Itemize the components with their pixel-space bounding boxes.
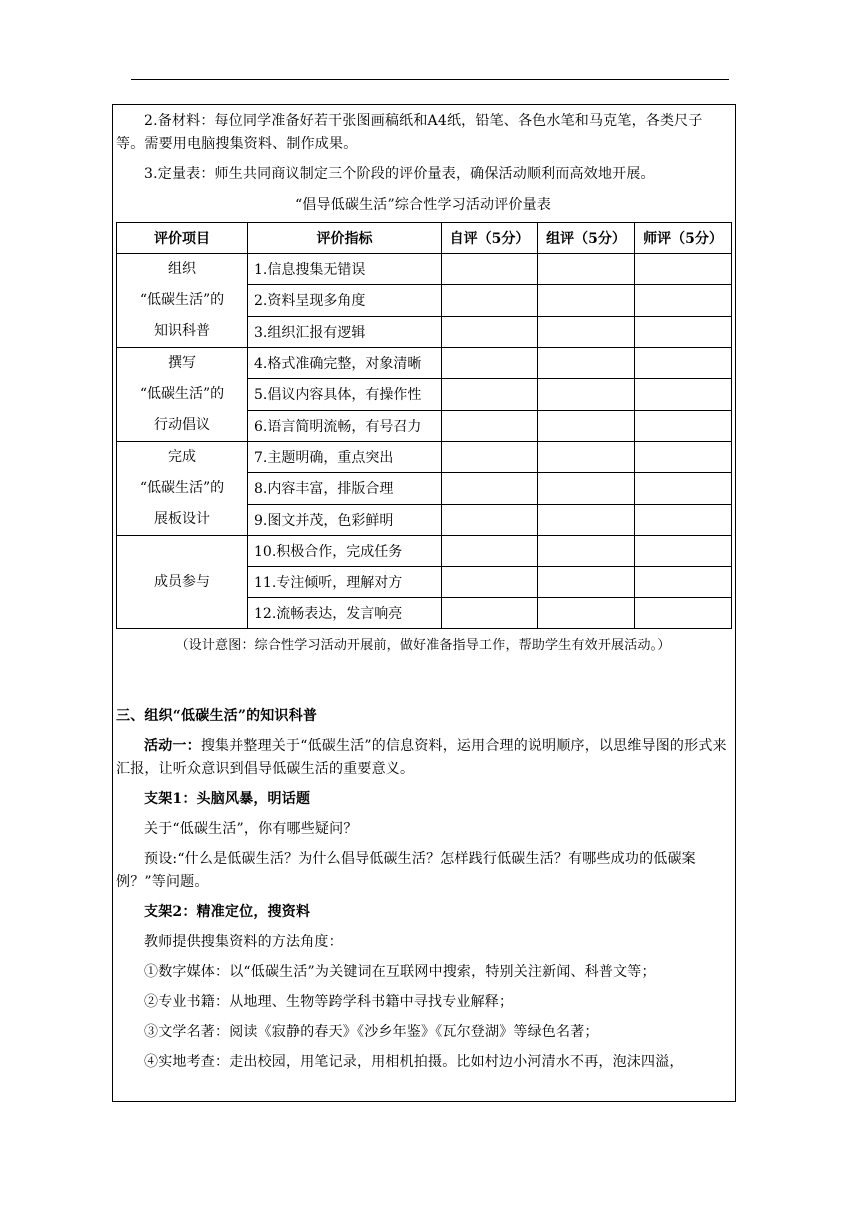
- group-label: 完成 “低碳生活”的 展板设计: [117, 442, 248, 536]
- indicator-cell: 1.信息搜集无错误: [248, 254, 442, 285]
- activity-paragraph: [116, 735, 730, 781]
- table-row: [117, 348, 732, 379]
- group-score-cell[interactable]: [538, 254, 635, 285]
- indicator-cell: 2.资料呈现多角度: [248, 285, 442, 316]
- teacher-score-cell[interactable]: [635, 379, 732, 410]
- teacher-score-cell[interactable]: [635, 567, 732, 598]
- header-self: 自评（5分）: [442, 223, 538, 254]
- document-body: [116, 104, 730, 1074]
- design-intent-note: （设计意图：综合性学习活动开展前，做好准备指导工作，帮助学生有效开展活动。）: [175, 638, 671, 653]
- preset-paragraph: 预设:“什么是低碳生活？为什么倡导低碳生活？怎样践行低碳生活？有哪些成功的低碳案例？”等问题。: [116, 851, 696, 890]
- group-score-cell[interactable]: [538, 379, 635, 410]
- group-score-cell[interactable]: [538, 536, 635, 567]
- table-row: [117, 442, 732, 473]
- teacher-score-cell[interactable]: [635, 536, 732, 567]
- self-score-cell[interactable]: [442, 348, 538, 379]
- indicator-cell: 6.语言简明流畅，有号召力: [248, 410, 442, 441]
- scaffold-1-title: 支架1：头脑风暴，明话题: [144, 791, 311, 807]
- scale-paragraph: 3.定量表：师生共同商议制定三个阶段的评价量表，确保活动顺利而高效地开展。: [144, 166, 655, 182]
- group-score-cell[interactable]: [538, 442, 635, 473]
- self-score-cell[interactable]: [442, 379, 538, 410]
- table-row: [117, 536, 732, 567]
- indicator-cell: 9.图文并茂，色彩鲜明: [248, 504, 442, 535]
- group-score-cell[interactable]: [538, 410, 635, 441]
- group-score-cell[interactable]: [538, 473, 635, 504]
- self-score-cell[interactable]: [442, 316, 538, 347]
- teacher-score-cell[interactable]: [635, 442, 732, 473]
- group-label: 组织 “低碳生活”的 知识科普: [117, 254, 248, 348]
- self-score-cell[interactable]: [442, 504, 538, 535]
- activity-text: 搜集并整理关于“低碳生活”的信息资料，运用合理的说明顺序，以思维导图的形式来汇报，让听众意识到倡导低碳生活的重要意义。: [116, 738, 727, 777]
- group-score-cell[interactable]: [538, 598, 635, 629]
- teacher-score-cell[interactable]: [635, 473, 732, 504]
- header-teacher: 师评（5分）: [635, 223, 732, 254]
- group-score-cell[interactable]: [538, 567, 635, 598]
- materials-paragraph: 2.备材料：每位同学准备好若干张图画稿纸和A4纸，铅笔、各色水笔和马克笔，各类尺子等。需要用电脑搜集资料、制作成果。: [116, 113, 703, 152]
- methods-intro: 教师提供搜集资料的方法角度：: [144, 934, 343, 950]
- header-rule: [131, 79, 729, 80]
- self-score-cell[interactable]: [442, 254, 538, 285]
- self-score-cell[interactable]: [442, 567, 538, 598]
- activity-label: 活动一：: [144, 738, 201, 754]
- teacher-score-cell[interactable]: [635, 348, 732, 379]
- teacher-score-cell[interactable]: [635, 254, 732, 285]
- group-score-cell[interactable]: [538, 285, 635, 316]
- evaluation-table: [116, 222, 732, 629]
- group-label: 撰写 “低碳生活”的 行动倡议: [117, 348, 248, 442]
- indicator-cell: 7.主题明确，重点突出: [248, 442, 442, 473]
- method-item: ①数字媒体：以“低碳生活”为关键词在互联网中搜索，特别关注新闻、科普文等；: [144, 964, 656, 980]
- self-score-cell[interactable]: [442, 410, 538, 441]
- question-line: 关于“低碳生活”，你有哪些疑问？: [144, 821, 358, 837]
- table-header-row: [117, 223, 732, 254]
- teacher-score-cell[interactable]: [635, 410, 732, 441]
- teacher-score-cell[interactable]: [635, 316, 732, 347]
- table-caption: “倡导低碳生活”综合性学习活动评价量表: [294, 197, 552, 213]
- indicator-cell: 10.积极合作，完成任务: [248, 536, 442, 567]
- indicator-cell: 4.格式准确完整，对象清晰: [248, 348, 442, 379]
- indicator-cell: 5.倡议内容具体，有操作性: [248, 379, 442, 410]
- self-score-cell[interactable]: [442, 442, 538, 473]
- teacher-score-cell[interactable]: [635, 598, 732, 629]
- method-item: ③文学名著：阅读《寂静的春天》《沙乡年鉴》《瓦尔登湖》等绿色名著；: [144, 1024, 599, 1040]
- indicator-cell: 11.专注倾听，理解对方: [248, 567, 442, 598]
- section-heading: 三、组织“低碳生活”的知识科普: [116, 708, 318, 724]
- teacher-score-cell[interactable]: [635, 504, 732, 535]
- self-score-cell[interactable]: [442, 536, 538, 567]
- group-score-cell[interactable]: [538, 348, 635, 379]
- self-score-cell[interactable]: [442, 598, 538, 629]
- group-label: 成员参与: [117, 536, 248, 629]
- header-item: 评价项目: [117, 223, 248, 254]
- method-item: ④实地考查：走出校园，用笔记录，用相机拍摄。比如村边小河清水不再，泡沫四溢，: [144, 1054, 684, 1070]
- header-group: 组评（5分）: [538, 223, 635, 254]
- group-score-cell[interactable]: [538, 316, 635, 347]
- header-indicator: 评价指标: [248, 223, 442, 254]
- teacher-score-cell[interactable]: [635, 285, 732, 316]
- indicator-cell: 3.组织汇报有逻辑: [248, 316, 442, 347]
- table-row: [117, 254, 732, 285]
- method-item: ②专业书籍：从地理、生物等跨学科书籍中寻找专业解释；: [144, 994, 514, 1010]
- scaffold-2-title: 支架2：精准定位，搜资料: [144, 904, 311, 920]
- indicator-cell: 8.内容丰富，排版合理: [248, 473, 442, 504]
- self-score-cell[interactable]: [442, 285, 538, 316]
- group-score-cell[interactable]: [538, 504, 635, 535]
- self-score-cell[interactable]: [442, 473, 538, 504]
- indicator-cell: 12.流畅表达，发言响亮: [248, 598, 442, 629]
